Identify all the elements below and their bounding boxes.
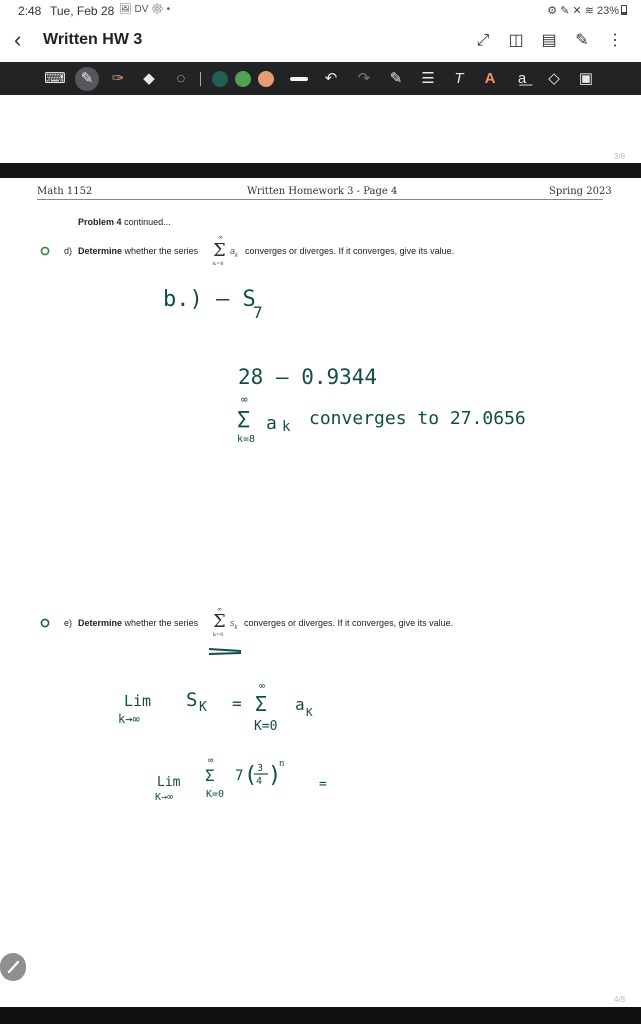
ink-frac-den: 4 [256,776,263,787]
status-time: 2:48 [18,4,42,18]
lasso-icon[interactable]: ◌ [176,70,186,87]
page-number-top: 3/8 [614,152,626,161]
header-term: Spring 2023 [549,186,612,197]
header-title: Written Homework 3 - Page 4 [247,186,398,197]
part-e-label: e) [64,618,73,628]
ink-part-b-label: b.) – S [163,287,256,312]
notification-icons: 🖼 DV ⚙ • [119,4,171,15]
ink-sum-lower: k=8 [237,434,256,445]
ink-e-sum-lower: K=0 [254,719,278,734]
ink-part-b-sub: 7 [253,303,263,322]
keyboard-icon[interactable]: ⌨ [44,70,66,87]
ink-difference: 28 – 0.9344 [238,365,378,389]
ink-lim-2: Lim [157,775,181,790]
battery-level: 23% [596,5,619,17]
part-e-sum-upper: ∞ [217,606,222,613]
part-d-label: d) [64,246,73,256]
part-e-text: whether the series [124,618,199,628]
ink-a-term: a [295,695,305,714]
ink-seven: 7 [235,768,244,784]
ink-f-sum-upper: ∞ [208,756,214,766]
ink-lim-sub: k→∞ [118,712,140,726]
ink-sigma: Σ [237,408,251,433]
problem-number: 4 [116,217,122,227]
sigma-icon: Σ [213,611,226,632]
problem-suffix: continued... [124,217,171,227]
pen-icon[interactable]: ✎ [75,67,99,91]
text-tool-icon[interactable]: T [454,70,464,87]
ink-paren-close: ) [268,763,282,788]
part-d-sum-upper: ∞ [218,234,223,241]
image-icon[interactable]: ▣ [578,70,594,87]
ink-equals-2: = [319,777,327,792]
ink-lim-2-sub: K→∞ [155,792,174,803]
ink-a-term-sub: K [306,706,313,719]
floating-pen-button[interactable] [0,953,26,981]
ink-a-sub: k [282,419,291,435]
page-number-bottom: 4/8 [614,995,626,1004]
ink-f-sigma: Σ [205,766,215,785]
part-e-term-sub: k [234,624,238,631]
ink-s: S [186,689,198,711]
ink-paren-open: ( [244,763,258,788]
header-course: Math 1152 [37,186,93,197]
part-d-term-sub: k [235,252,239,259]
ink-e-sigma: Σ [255,692,268,716]
sigma-icon: Σ [213,240,226,261]
ink-s-sub: K [199,700,207,715]
ink-sum-upper: ∞ [241,393,248,406]
part-d-term-main: a [230,246,236,256]
convert-icon[interactable]: a͟ [517,70,527,87]
ai-assist-icon[interactable]: A [484,70,496,87]
ink-underline [209,649,241,651]
highlighter-icon[interactable]: ✑ [111,70,125,87]
book-view-icon[interactable]: ◫ [508,32,524,49]
part-e-term-main: s [230,618,235,628]
ink-e-sum-upper: ∞ [259,681,266,692]
ink-frac-num: 3 [257,763,264,774]
part-d-sum-lower: k=8 [213,261,224,267]
text-align-icon[interactable]: ☰ [421,70,435,87]
ink-converges: converges to 27.0656 [309,408,526,429]
part-e-rest: converges or diverges. If it converges, give its value. [244,618,454,628]
bottom-page-band [0,1007,641,1024]
ink-exp: n [279,759,285,769]
pencil-icon [0,953,26,981]
redo-icon[interactable]: ↷ [357,70,371,87]
eraser-icon[interactable]: ◆ [143,70,155,87]
shapes-icon[interactable]: ◇ [548,70,560,87]
problem-word: Problem [78,217,115,227]
part-d-text: whether the series [124,246,199,256]
undo-icon[interactable]: ↶ [324,70,338,87]
system-icons: ⚙ ✎ ✕ ≋ [547,5,594,17]
part-d-bold: Determine [78,246,123,256]
part-e-sum-lower: k=0 [213,632,224,638]
attach-icon[interactable]: ✎ [575,32,589,49]
ink-equals: = [232,694,242,713]
part-d-rest: converges or diverges. If it converges, give its value. [245,246,455,256]
page-list-icon[interactable]: ▤ [541,32,557,49]
document-title: Written HW 3 [43,31,143,48]
part-e-bold: Determine [78,618,123,628]
ink-f-sum-lower: K=0 [206,789,225,800]
back-icon[interactable]: ‹ [14,27,22,52]
ink-a: a [266,413,277,434]
ink-lim: Lim [124,692,152,710]
more-icon[interactable]: ⋮ [607,32,623,49]
expand-icon[interactable]: ⤢ [476,32,490,49]
pen-settings-icon[interactable]: ✎ [389,70,403,87]
status-date: Tue, Feb 28 [50,4,115,18]
ink-underline [209,653,241,654]
